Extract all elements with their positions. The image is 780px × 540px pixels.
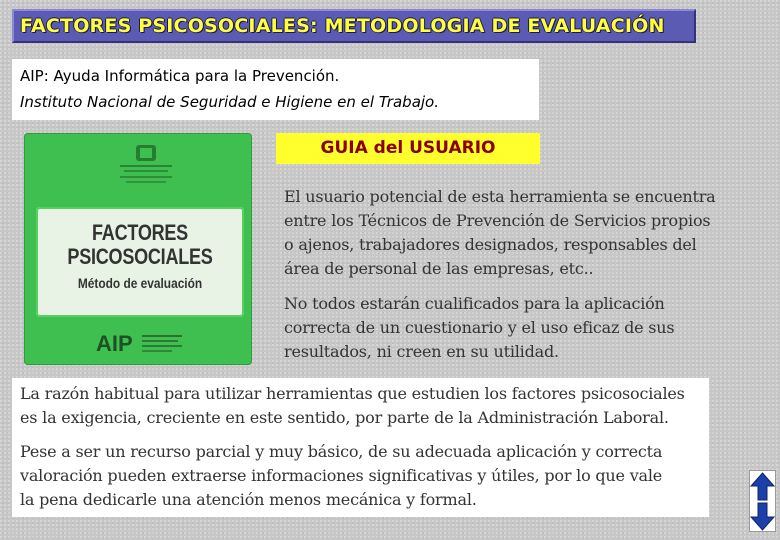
cover-label	[36, 207, 244, 317]
subtitle-box	[12, 59, 539, 120]
page-title: FACTORES PSICOSOCIALES: METODOLOGIA DE EVALUACIÓN	[20, 15, 665, 37]
text-line: El usuario potencial de esta herramienta se encuentra	[284, 187, 716, 206]
title-bar	[12, 9, 696, 43]
text-line: valoración pueden extraerse informaciones significativas y útiles, por lo que vale	[20, 466, 663, 485]
subtitle-line-aip: AIP: Ayuda Informática para la Prevención.	[20, 67, 340, 85]
aip-logo-icon	[96, 329, 186, 357]
text-line: es la exigencia, creciente en este sentido, por parte de la Administración Laboral.	[20, 408, 669, 427]
page-navigation-control	[749, 470, 776, 532]
text-line: resultados, ni creen en su utilidad.	[284, 342, 559, 361]
intro-paragraph-qualification	[284, 292, 754, 364]
text-line: o ajenos, trabajadores designados, responsables del	[284, 235, 697, 254]
text-line: No todos estarán cualificados para la aplicación	[284, 294, 665, 313]
intro-paragraph-users	[284, 185, 754, 281]
arrow-up-icon[interactable]	[750, 472, 775, 501]
text-line: área de personal de las empresas, etc..	[284, 259, 594, 278]
ministry-emblem-icon	[116, 143, 176, 189]
text-line: la pena dedicarle una atención menos mecánica y formal.	[20, 490, 477, 509]
cover-title-line2: PSICOSOCIALES	[67, 244, 213, 269]
text-line: La razón habitual para utilizar herramientas que estudien los factores psicosociales	[20, 384, 685, 403]
user-guide-badge	[276, 133, 540, 164]
aip-logo-text: AIP	[96, 331, 133, 356]
book-cover-image	[24, 133, 252, 365]
cover-title-line1: FACTORES	[92, 220, 188, 245]
text-line: entre los Técnicos de Prevención de Servicios propios	[284, 211, 711, 230]
subtitle-line-institute: Instituto Nacional de Seguridad e Higiene en el Trabajo.	[20, 93, 439, 111]
cover-subtitle: Método de evaluación	[77, 275, 203, 291]
arrow-down-icon[interactable]	[750, 502, 775, 531]
bottom-text-box	[12, 378, 709, 517]
user-guide-label: GUIA del USUARIO	[320, 138, 496, 158]
text-line: correcta de un cuestionario y el uso eficaz de sus	[284, 318, 675, 337]
text-line: Pese a ser un recurso parcial y muy básico, de su adecuada aplicación y correcta	[20, 442, 663, 461]
